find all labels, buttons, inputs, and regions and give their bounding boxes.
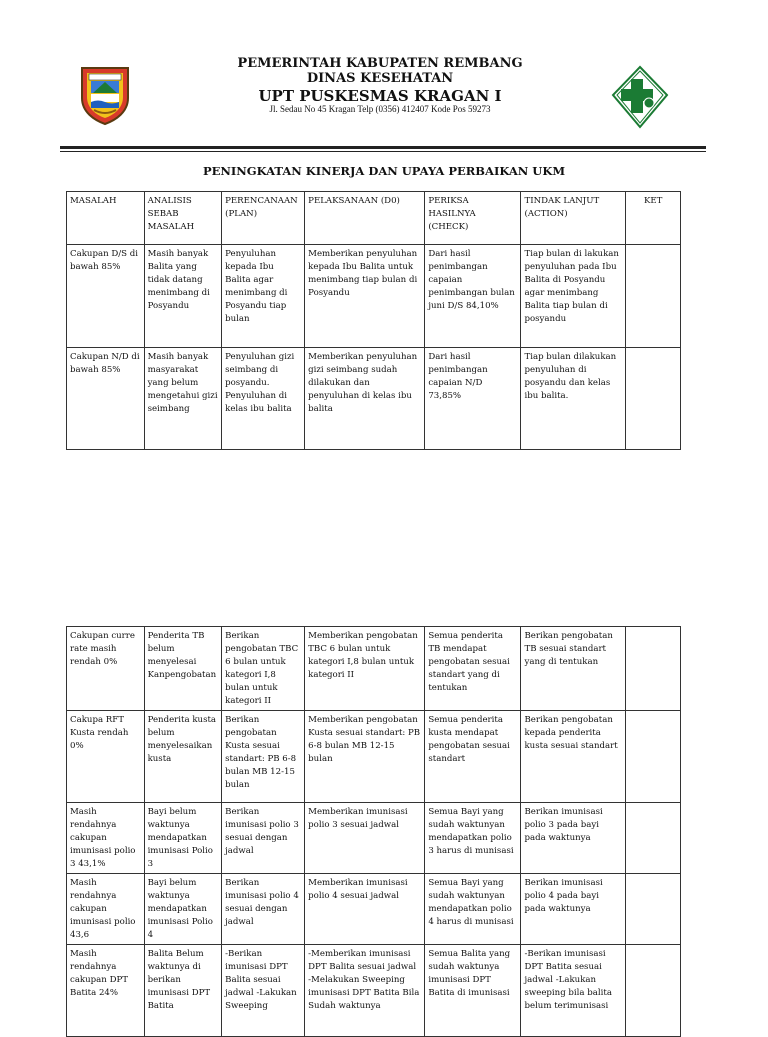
- table-cell: Masih banyak Balita yang tidak datang menimbang di Posyandu: [144, 245, 222, 348]
- table-row: [67, 348, 681, 450]
- table-cell: Semua penderita kusta mendapat pengobatan sesuai standart: [425, 711, 521, 803]
- table-row: [67, 874, 681, 945]
- table-cell: -Berikan imunisasi DPT Balita sesuai jadwal -Lakukan Sweeping: [222, 945, 305, 1037]
- table-cell: Berikan imunisasi polio 4 pada bayi pada waktunya: [521, 874, 626, 945]
- table-cell: Masih rendahnya cakupan DPT Batita 24%: [67, 945, 145, 1037]
- org-line-3: UPT PUSKESMAS KRAGAN I: [258, 87, 502, 105]
- table-cell: [626, 627, 681, 711]
- table-cell: Tiap bulan di lakukan penyuluhan pada Ibu Balita di Posyandu agar menimbang Balita tiap bulan di posyandu: [521, 245, 626, 348]
- improvement-table-2: [66, 626, 681, 1037]
- document-title: PENINGKATAN KINERJA DAN UPAYA PERBAIKAN UKM: [202, 164, 566, 178]
- table-row: [67, 711, 681, 803]
- header-cell: TINDAK LANJUT (ACTION): [521, 192, 626, 245]
- table-cell: Bayi belum waktunya mendapatkan imunisasi Polio 3: [144, 803, 222, 874]
- table-cell: [626, 803, 681, 874]
- table-row: [67, 945, 681, 1037]
- table-cell: Masih banyak masyarakat yang belum mengetahui gizi seimbang: [144, 348, 222, 450]
- table-cell: Penyuluhan gizi seimbang di posyandu. Penyuluhan di kelas ibu balita: [222, 348, 305, 450]
- table-cell: [626, 245, 681, 348]
- address-line: Jl. Sedau No 45 Kragan Telp (0356) 412407 Kode Pos 59273: [269, 104, 491, 114]
- table-cell: Cakupan N/D di bawah 85%: [67, 348, 145, 450]
- table-cell: Bayi belum waktunya mendapatkan imunisasi Polio 4: [144, 874, 222, 945]
- table-cell: -Berikan imunisasi DPT Batita sesuai jadwal -Lakukan sweeping bila balita belum terimunisasi: [521, 945, 626, 1037]
- table-cell: Penderita TB belum menyelesai Kanpengobatan: [144, 627, 222, 711]
- header-cell: MASALAH: [67, 192, 145, 245]
- header-cell: KET: [626, 192, 681, 245]
- table-cell: Cakupan D/S di bawah 85%: [67, 245, 145, 348]
- table-cell: Penderita kusta belum menyelesaikan kusta: [144, 711, 222, 803]
- table-cell: Dari hasil penimbangan capaian N/D 73,85%: [425, 348, 521, 450]
- table-row: [67, 627, 681, 711]
- table-cell: Memberikan penyuluhan kepada Ibu Balita untuk menimbang tiap bulan di Posyandu: [305, 245, 425, 348]
- table-cell: [626, 945, 681, 1037]
- header-cell: PERENCANAAN (PLAN): [222, 192, 305, 245]
- table-cell: [626, 711, 681, 803]
- header-rule-thick: [60, 146, 706, 149]
- table-cell: Semua Bayi yang sudah waktunyan mendapatkan polio 4 harus di munisasi: [425, 874, 521, 945]
- table-cell: Masih rendahnya cakupan imunisasi polio 43,6: [67, 874, 145, 945]
- kabupaten-rembang-crest-logo: [78, 64, 132, 126]
- table-cell: Memberikan imunisasi polio 3 sesuai jadwal: [305, 803, 425, 874]
- puskesmas-logo: [611, 65, 669, 129]
- table-cell: Cakupan curre rate masih rendah 0%: [67, 627, 145, 711]
- table-cell: Memberikan penyuluhan gizi seimbang sudah dilakukan dan penyuluhan di kelas ibu balita: [305, 348, 425, 450]
- table-cell: Dari hasil penimbangan capaian penimbangan bulan juni D/S 84,10%: [425, 245, 521, 348]
- table-cell: [626, 348, 681, 450]
- org-line-1: PEMERINTAH KABUPATEN REMBANG: [237, 56, 523, 71]
- table-row: [67, 803, 681, 874]
- table-cell: Semua Balita yang sudah waktunya imunisasi DPT Batita di imunisasi: [425, 945, 521, 1037]
- table-cell: Berikan imunisasi polio 3 pada bayi pada waktunya: [521, 803, 626, 874]
- table-cell: Berikan pengobatan kepada penderita kusta sesuai standart: [521, 711, 626, 803]
- table-cell: Berikan pengobatan Kusta sesuai standart: PB 6-8 bulan MB 12-15 bulan: [222, 711, 305, 803]
- table-cell: Balita Belum waktunya di berikan imunisasi DPT Batita: [144, 945, 222, 1037]
- table-cell: Berikan pengobatan TB sesuai standart yang di tentukan: [521, 627, 626, 711]
- table-cell: Semua Bayi yang sudah waktunyan mendapatkan polio 3 harus di munisasi: [425, 803, 521, 874]
- table-cell: Masih rendahnya cakupan imunisasi polio 3 43,1%: [67, 803, 145, 874]
- table-cell: Semua penderita TB mendapat pengobatan sesuai standart yang di tentukan: [425, 627, 521, 711]
- table-cell: -Memberikan imunisasi DPT Balita sesuai jadwal -Melakukan Sweeping imunisasi DPT Batita Bila Sudah waktunya: [305, 945, 425, 1037]
- table-cell: Tiap bulan dilakukan penyuluhan di posyandu dan kelas ibu balita.: [521, 348, 626, 450]
- header-cell: ANALISIS SEBAB MASALAH: [144, 192, 222, 245]
- table-cell: Memberikan pengobatan Kusta sesuai standart: PB 6-8 bulan MB 12-15 bulan: [305, 711, 425, 803]
- table-cell: Penyuluhan kepada Ibu Balita agar menimbang di Posyandu tiap bulan: [222, 245, 305, 348]
- improvement-table-1: [66, 191, 681, 450]
- org-line-2: DINAS KESEHATAN: [306, 71, 454, 86]
- table-cell: Memberikan pengobatan TBC 6 bulan untuk kategori I,8 bulan untuk kategori II: [305, 627, 425, 711]
- table-header-row: [67, 192, 681, 245]
- table-cell: Berikan pengobatan TBC 6 bulan untuk kategori I,8 bulan untuk kategori II: [222, 627, 305, 711]
- table-cell: Memberikan imunisasi polio 4 sesuai jadwal: [305, 874, 425, 945]
- table-cell: [626, 874, 681, 945]
- header-cell: PERIKSA HASILNYA (CHECK): [425, 192, 521, 245]
- table-row: [67, 245, 681, 348]
- table-cell: Berikan imunisasi polio 3 sesuai dengan jadwal: [222, 803, 305, 874]
- header-cell: PELAKSANAAN (D0): [305, 192, 425, 245]
- table-cell: Cakupa RFT Kusta rendah 0%: [67, 711, 145, 803]
- header-rule-thin: [60, 151, 706, 152]
- table-cell: Berikan imunisasi polio 4 sesuai dengan jadwal: [222, 874, 305, 945]
